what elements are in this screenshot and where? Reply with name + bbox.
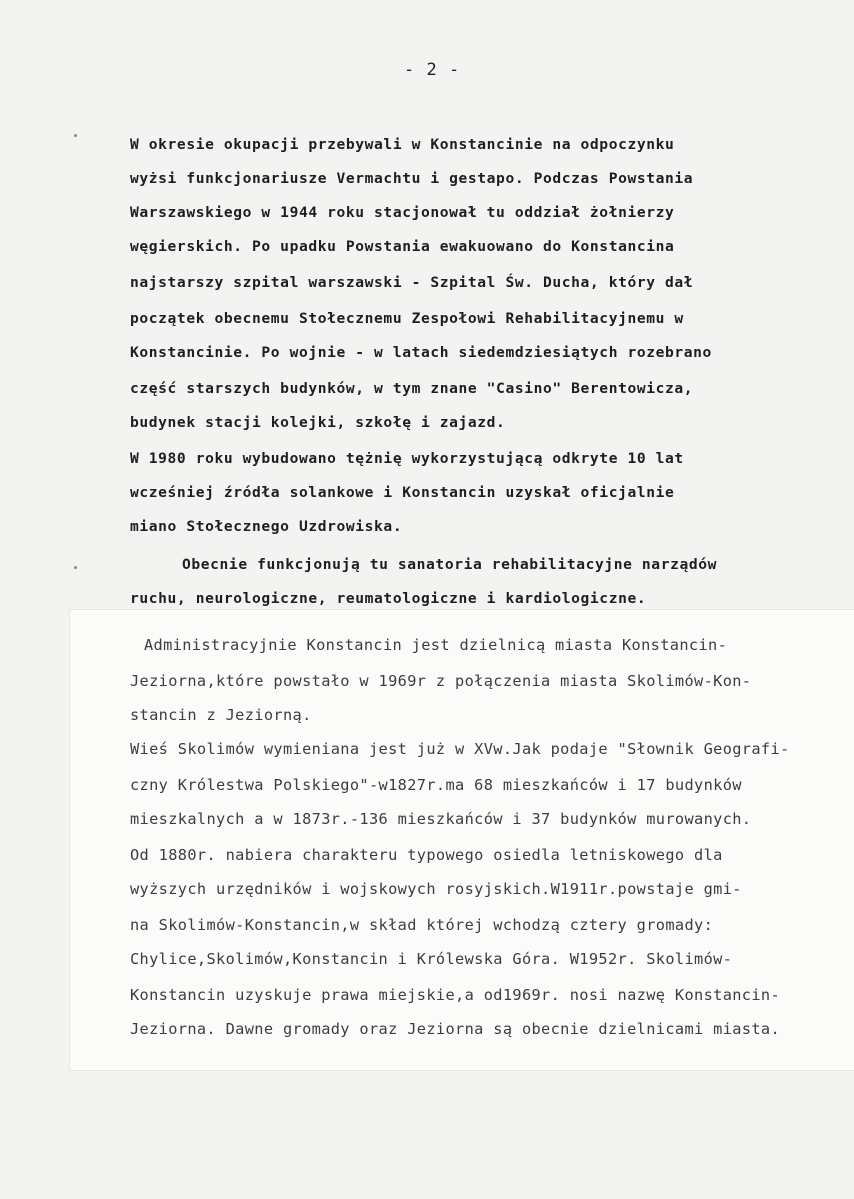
- text-line: budynek stacji kolejki, szkołę i zajazd.: [130, 414, 506, 431]
- text-line: ruchu, neurologiczne, reumatologiczne i kardiologiczne.: [130, 590, 647, 607]
- text-line: Jeziorna,które powstało w 1969r z połączenia miasta Skolimów-Kon-: [130, 672, 752, 690]
- text-line: Chylice,Skolimów,Konstancin i Królewska Góra. W1952r. Skolimów-: [130, 950, 733, 968]
- text-line: W 1980 roku wybudowano tężnię wykorzystującą odkryte 10 lat: [130, 450, 684, 467]
- margin-mark: [74, 134, 77, 137]
- text-line: stancin z Jeziorną.: [130, 706, 312, 724]
- page-number: - 2 -: [404, 60, 461, 80]
- text-line: Obecnie funkcjonują tu sanatoria rehabilitacyjne narządów: [182, 556, 718, 573]
- text-line: wyższych urzędników i wojskowych rosyjskich.W1911r.powstaje gmi-: [130, 880, 742, 898]
- text-line: Administracyjnie Konstancin jest dzielnicą miasta Konstancin-: [144, 636, 728, 654]
- text-line: Wieś Skolimów wymieniana jest już w XVw.Jak podaje "Słownik Geografi-: [130, 740, 790, 758]
- text-line: Jeziorna. Dawne gromady oraz Jeziorna są obecnie dzielnicami miasta.: [130, 1020, 781, 1038]
- pasted-paper-slip: [70, 610, 854, 1070]
- text-line: węgierskich. Po upadku Powstania ewakuowano do Konstancina: [130, 238, 675, 255]
- margin-mark: [74, 566, 77, 569]
- text-line: najstarszy szpital warszawski - Szpital Św. Ducha, który dał: [130, 274, 694, 291]
- text-line: wcześniej źródła solankowe i Konstancin uzyskał oficjalnie: [130, 484, 675, 501]
- text-line: część starszych budynków, w tym znane "Casino" Berentowicza,: [130, 380, 694, 397]
- text-line: W okresie okupacji przebywali w Konstancinie na odpoczynku: [130, 136, 675, 153]
- text-line: Warszawskiego w 1944 roku stacjonował tu oddział żołnierzy: [130, 204, 675, 221]
- text-line: Od 1880r. nabiera charakteru typowego osiedla letniskowego dla: [130, 846, 723, 864]
- text-line: na Skolimów-Konstancin,w skład której wchodzą cztery gromady:: [130, 916, 714, 934]
- text-line: początek obecnemu Stołecznemu Zespołowi Rehabilitacyjnemu w: [130, 310, 684, 327]
- text-line: miano Stołecznego Uzdrowiska.: [130, 518, 403, 535]
- text-line: Konstancin uzyskuje prawa miejskie,a od1969r. nosi nazwę Konstancin-: [130, 986, 781, 1004]
- text-line: Konstancinie. Po wojnie - w latach siedemdziesiątych rozebrano: [130, 344, 712, 361]
- text-line: mieszkalnych a w 1873r.-136 mieszkańców i 37 budynków murowanych.: [130, 810, 752, 828]
- text-line: czny Królestwa Polskiego"-w1827r.ma 68 mieszkańców i 17 budynków: [130, 776, 742, 794]
- text-line: wyżsi funkcjonariusze Vermachtu i gestapo. Podczas Powstania: [130, 170, 694, 187]
